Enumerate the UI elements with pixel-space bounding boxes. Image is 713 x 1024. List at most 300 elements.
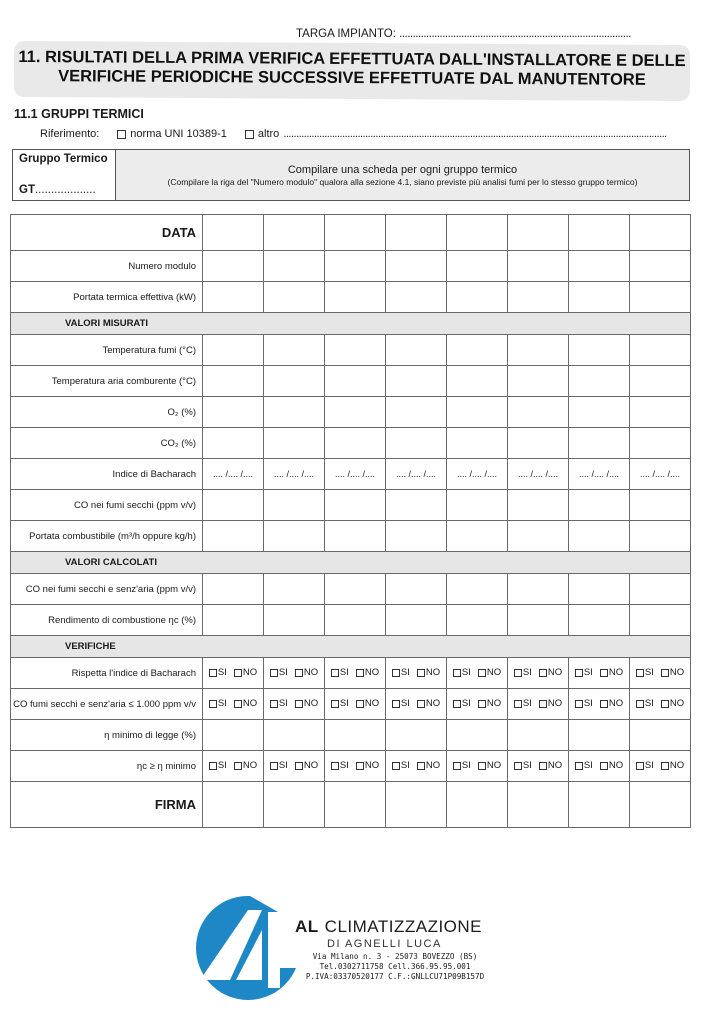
no-checkbox[interactable] xyxy=(417,669,425,677)
si-label: SI xyxy=(339,667,349,679)
entry-cell[interactable] xyxy=(264,428,325,459)
entry-cell[interactable] xyxy=(386,605,447,636)
entry-cell[interactable] xyxy=(203,605,264,636)
entry-cell[interactable] xyxy=(386,521,447,552)
no-label: NO xyxy=(425,667,441,679)
yes-no-cell[interactable] xyxy=(264,689,325,720)
verification-table xyxy=(10,214,691,828)
entry-cell[interactable] xyxy=(508,335,569,366)
entry-cell[interactable] xyxy=(630,335,691,366)
si-checkbox[interactable] xyxy=(514,669,522,677)
row-label: Indice di Bacharach xyxy=(11,459,203,490)
si-label: SI xyxy=(217,698,227,710)
no-checkbox[interactable] xyxy=(539,762,547,770)
entry-cell[interactable] xyxy=(569,782,630,828)
entry-cell[interactable] xyxy=(447,521,508,552)
si-label: SI xyxy=(278,698,288,710)
entry-cell[interactable] xyxy=(325,335,386,366)
entry-cell[interactable] xyxy=(569,282,630,313)
section-header: VALORI MISURATI xyxy=(11,313,691,335)
entry-cell[interactable] xyxy=(386,397,447,428)
company-name-bold: AL xyxy=(295,917,319,936)
si-label: SI xyxy=(644,667,654,679)
entry-cell[interactable] xyxy=(325,282,386,313)
no-checkbox[interactable] xyxy=(478,700,486,708)
gt-label: GT xyxy=(19,184,35,196)
no-label: NO xyxy=(608,760,624,772)
no-label: NO xyxy=(242,698,258,710)
si-checkbox[interactable] xyxy=(575,700,583,708)
gruppo-id-cell xyxy=(13,150,116,200)
si-label: SI xyxy=(461,698,471,710)
section-title: 11.1 GRUPPI TERMICI xyxy=(14,107,144,121)
row-label: η minimo di legge (%) xyxy=(11,720,203,751)
entry-cell[interactable] xyxy=(264,397,325,428)
entry-cell[interactable] xyxy=(569,490,630,521)
row-co-fumi xyxy=(11,490,691,521)
row-label: CO fumi secchi e senz'aria ≤ 1.000 ppm v/v xyxy=(11,689,203,720)
yes-no-cell[interactable] xyxy=(264,751,325,782)
row-portata-combustibile xyxy=(11,521,691,552)
entry-cell[interactable] xyxy=(630,605,691,636)
entry-cell[interactable] xyxy=(569,605,630,636)
entry-cell[interactable] xyxy=(447,782,508,828)
entry-cell[interactable] xyxy=(264,366,325,397)
entry-cell[interactable] xyxy=(508,366,569,397)
si-checkbox[interactable] xyxy=(392,669,400,677)
bacharach-cell[interactable]: .... /.... /.... xyxy=(386,459,447,490)
entry-cell[interactable] xyxy=(447,397,508,428)
no-checkbox[interactable] xyxy=(295,700,303,708)
no-label: NO xyxy=(425,698,441,710)
page-title xyxy=(14,41,690,101)
si-label: SI xyxy=(339,698,349,710)
gt-field[interactable] xyxy=(19,184,96,196)
bacharach-cell[interactable]: .... /.... /.... xyxy=(203,459,264,490)
no-checkbox[interactable] xyxy=(661,700,669,708)
row-co-senza-aria xyxy=(11,574,691,605)
no-checkbox[interactable] xyxy=(661,762,669,770)
row-rispetta-bacharach xyxy=(11,658,691,689)
no-label: NO xyxy=(486,760,502,772)
si-checkbox[interactable] xyxy=(331,700,339,708)
si-label: SI xyxy=(461,760,471,772)
entry-cell[interactable] xyxy=(386,574,447,605)
title-line-2: VERIFICHE PERIODICHE SUCCESSIVE EFFETTUATE DAL MANUTENTORE xyxy=(58,67,646,89)
si-checkbox[interactable] xyxy=(331,762,339,770)
yes-no-cell[interactable] xyxy=(203,658,264,689)
entry-cell[interactable] xyxy=(386,490,447,521)
si-checkbox[interactable] xyxy=(209,762,217,770)
entry-cell[interactable] xyxy=(447,251,508,282)
si-checkbox[interactable] xyxy=(392,762,400,770)
altro-field[interactable]: ...................................................................................................................................................... xyxy=(283,128,667,140)
si-checkbox[interactable] xyxy=(270,700,278,708)
si-label: SI xyxy=(644,760,654,772)
si-label: SI xyxy=(583,760,593,772)
company-address: Via Milano n. 3 - 25073 BOVEZZO (BS) xyxy=(312,952,478,961)
entry-cell[interactable] xyxy=(325,215,386,251)
yes-no-cell[interactable] xyxy=(630,658,691,689)
yes-no-cell[interactable] xyxy=(386,689,447,720)
bacharach-cell[interactable]: .... /.... /.... xyxy=(264,459,325,490)
entry-cell[interactable] xyxy=(508,782,569,828)
no-label: NO xyxy=(303,698,319,710)
si-checkbox[interactable] xyxy=(453,762,461,770)
entry-cell[interactable] xyxy=(386,782,447,828)
company-name xyxy=(295,917,515,937)
row-label: Portata termica effettiva (kW) xyxy=(11,282,203,313)
si-label: SI xyxy=(522,698,532,710)
entry-cell[interactable] xyxy=(203,335,264,366)
entry-cell[interactable] xyxy=(630,366,691,397)
entry-cell[interactable] xyxy=(325,720,386,751)
no-label: NO xyxy=(547,760,563,772)
yes-no-cell[interactable] xyxy=(325,689,386,720)
no-checkbox[interactable] xyxy=(234,762,242,770)
yes-no-cell[interactable] xyxy=(447,689,508,720)
row-numero-modulo xyxy=(11,251,691,282)
row-label: Rendimento di combustione ηc (%) xyxy=(11,605,203,636)
entry-cell[interactable] xyxy=(325,782,386,828)
no-checkbox[interactable] xyxy=(600,762,608,770)
row-label: DATA xyxy=(11,215,203,251)
instruction-main: Compilare una scheda per ogni gruppo termico xyxy=(287,164,518,176)
entry-cell[interactable] xyxy=(203,215,264,251)
si-checkbox[interactable] xyxy=(392,700,400,708)
bacharach-cell[interactable]: .... /.... /.... xyxy=(447,459,508,490)
no-label: NO xyxy=(486,698,502,710)
entry-cell[interactable] xyxy=(569,521,630,552)
entry-cell[interactable] xyxy=(264,335,325,366)
entry-cell[interactable] xyxy=(630,215,691,251)
no-checkbox[interactable] xyxy=(417,762,425,770)
entry-cell[interactable] xyxy=(569,215,630,251)
si-checkbox[interactable] xyxy=(575,762,583,770)
si-label: SI xyxy=(522,667,532,679)
no-label: NO xyxy=(242,667,258,679)
section-valori-misurati xyxy=(11,313,691,335)
entry-cell[interactable] xyxy=(569,251,630,282)
entry-cell[interactable] xyxy=(203,366,264,397)
no-label: NO xyxy=(242,760,258,772)
norma-checkbox[interactable] xyxy=(117,130,126,139)
row-label: ηc ≥ η minimo xyxy=(11,751,203,782)
no-label: NO xyxy=(547,698,563,710)
entry-cell[interactable] xyxy=(386,335,447,366)
yes-no-cell[interactable] xyxy=(630,751,691,782)
entry-cell[interactable] xyxy=(630,720,691,751)
si-checkbox[interactable] xyxy=(514,762,522,770)
entry-cell[interactable] xyxy=(569,720,630,751)
entry-cell[interactable] xyxy=(203,490,264,521)
row-eta-minimo xyxy=(11,720,691,751)
entry-cell[interactable] xyxy=(203,782,264,828)
company-tax: P.IVA:03370520177 C.F.:GNLLCU71P09B157D xyxy=(305,972,485,981)
no-label: NO xyxy=(608,698,624,710)
row-label: CO nei fumi secchi e senz'aria (ppm v/v) xyxy=(11,574,203,605)
yes-no-cell[interactable] xyxy=(508,689,569,720)
gruppo-label: Gruppo Termico xyxy=(19,153,108,165)
entry-cell[interactable] xyxy=(508,605,569,636)
bacharach-cell[interactable]: .... /.... /.... xyxy=(630,459,691,490)
entry-cell[interactable] xyxy=(630,397,691,428)
row-label: O₂ (%) xyxy=(11,397,203,428)
si-checkbox[interactable] xyxy=(636,700,644,708)
entry-cell[interactable] xyxy=(447,428,508,459)
entry-cell[interactable] xyxy=(325,574,386,605)
row-label: FIRMA xyxy=(11,782,203,828)
no-checkbox[interactable] xyxy=(234,700,242,708)
entry-cell[interactable] xyxy=(264,282,325,313)
entry-cell[interactable] xyxy=(447,720,508,751)
entry-cell[interactable] xyxy=(447,366,508,397)
entry-cell[interactable] xyxy=(569,366,630,397)
gruppo-termico-box xyxy=(12,149,690,201)
no-label: NO xyxy=(669,667,685,679)
section-header: VERIFICHE xyxy=(11,636,691,658)
entry-cell[interactable] xyxy=(264,720,325,751)
entry-cell[interactable] xyxy=(508,282,569,313)
si-checkbox[interactable] xyxy=(453,669,461,677)
si-checkbox[interactable] xyxy=(575,669,583,677)
row-co-limite xyxy=(11,689,691,720)
bacharach-cell[interactable]: .... /.... /.... xyxy=(325,459,386,490)
yes-no-cell[interactable] xyxy=(325,751,386,782)
entry-cell[interactable] xyxy=(325,366,386,397)
entry-cell[interactable] xyxy=(264,605,325,636)
company-logo-icon xyxy=(192,892,302,1002)
row-data xyxy=(11,215,691,251)
no-checkbox[interactable] xyxy=(478,669,486,677)
si-label: SI xyxy=(339,760,349,772)
no-label: NO xyxy=(547,667,563,679)
targa-field[interactable]: ...................................................................................... xyxy=(399,28,631,40)
entry-cell[interactable] xyxy=(447,282,508,313)
no-checkbox[interactable] xyxy=(661,669,669,677)
altro-label: altro xyxy=(257,128,280,140)
row-label: CO₂ (%) xyxy=(11,428,203,459)
yes-no-cell[interactable] xyxy=(569,689,630,720)
entry-cell[interactable] xyxy=(203,397,264,428)
si-label: SI xyxy=(217,667,227,679)
no-checkbox[interactable] xyxy=(539,700,547,708)
yes-no-cell[interactable] xyxy=(447,658,508,689)
no-checkbox[interactable] xyxy=(356,669,364,677)
no-label: NO xyxy=(364,698,380,710)
no-label: NO xyxy=(364,667,380,679)
entry-cell[interactable] xyxy=(508,397,569,428)
no-checkbox[interactable] xyxy=(234,669,242,677)
gt-dots[interactable]: ................... xyxy=(34,184,96,196)
no-label: NO xyxy=(303,667,319,679)
entry-cell[interactable] xyxy=(447,605,508,636)
si-label: SI xyxy=(400,760,410,772)
no-checkbox[interactable] xyxy=(478,762,486,770)
yes-no-cell[interactable] xyxy=(447,751,508,782)
si-label: SI xyxy=(522,760,532,772)
row-bacharach xyxy=(11,459,691,490)
no-label: NO xyxy=(486,667,502,679)
entry-cell[interactable] xyxy=(386,720,447,751)
row-portata-termica xyxy=(11,282,691,313)
altro-checkbox[interactable] xyxy=(245,130,254,139)
no-checkbox[interactable] xyxy=(295,669,303,677)
entry-cell[interactable] xyxy=(630,282,691,313)
row-label: Temperatura aria comburente (°C) xyxy=(11,366,203,397)
row-label: Temperatura fumi (°C) xyxy=(11,335,203,366)
entry-cell[interactable] xyxy=(630,782,691,828)
entry-cell[interactable] xyxy=(264,521,325,552)
entry-cell[interactable] xyxy=(264,490,325,521)
si-label: SI xyxy=(278,760,288,772)
targa-label: TARGA IMPIANTO: xyxy=(296,28,396,40)
si-label: SI xyxy=(217,760,227,772)
entry-cell[interactable] xyxy=(630,428,691,459)
no-label: NO xyxy=(425,760,441,772)
entry-cell[interactable] xyxy=(386,251,447,282)
si-label: SI xyxy=(461,667,471,679)
no-checkbox[interactable] xyxy=(417,700,425,708)
si-checkbox[interactable] xyxy=(209,669,217,677)
entry-cell[interactable] xyxy=(203,574,264,605)
entry-cell[interactable] xyxy=(508,574,569,605)
entry-cell[interactable] xyxy=(386,282,447,313)
entry-cell[interactable] xyxy=(569,335,630,366)
entry-cell[interactable] xyxy=(325,490,386,521)
row-temperatura-fumi xyxy=(11,335,691,366)
yes-no-cell[interactable] xyxy=(386,751,447,782)
no-checkbox[interactable] xyxy=(295,762,303,770)
row-firma xyxy=(11,782,691,828)
entry-cell[interactable] xyxy=(325,605,386,636)
entry-cell[interactable] xyxy=(203,428,264,459)
yes-no-cell[interactable] xyxy=(508,658,569,689)
si-checkbox[interactable] xyxy=(270,669,278,677)
entry-cell[interactable] xyxy=(508,215,569,251)
entry-cell[interactable] xyxy=(569,397,630,428)
riferimento-row xyxy=(40,128,667,140)
entry-cell[interactable] xyxy=(569,428,630,459)
no-label: NO xyxy=(669,760,685,772)
si-label: SI xyxy=(644,698,654,710)
bacharach-cell[interactable]: .... /.... /.... xyxy=(569,459,630,490)
entry-cell[interactable] xyxy=(630,521,691,552)
company-owner: DI AGNELLI LUCA xyxy=(327,938,442,950)
entry-cell[interactable] xyxy=(508,428,569,459)
entry-cell[interactable] xyxy=(447,574,508,605)
no-checkbox[interactable] xyxy=(356,762,364,770)
entry-cell[interactable] xyxy=(447,215,508,251)
entry-cell[interactable] xyxy=(630,251,691,282)
entry-cell[interactable] xyxy=(264,782,325,828)
entry-cell[interactable] xyxy=(386,215,447,251)
yes-no-cell[interactable] xyxy=(325,658,386,689)
yes-no-cell[interactable] xyxy=(264,658,325,689)
row-temperatura-aria xyxy=(11,366,691,397)
entry-cell[interactable] xyxy=(447,335,508,366)
entry-cell[interactable] xyxy=(325,428,386,459)
no-label: NO xyxy=(669,698,685,710)
entry-cell[interactable] xyxy=(264,574,325,605)
section-verifiche xyxy=(11,636,691,658)
no-checkbox[interactable] xyxy=(600,669,608,677)
entry-cell[interactable] xyxy=(630,574,691,605)
entry-cell[interactable] xyxy=(203,251,264,282)
si-checkbox[interactable] xyxy=(453,700,461,708)
title-line-1: 11. RISULTATI DELLA PRIMA VERIFICA EFFETTUATA DALL'INSTALLATORE E DELLE xyxy=(18,47,686,71)
si-label: SI xyxy=(400,667,410,679)
row-co2 xyxy=(11,428,691,459)
company-contacts xyxy=(295,952,495,982)
entry-cell[interactable] xyxy=(264,251,325,282)
bacharach-cell[interactable]: .... /.... /.... xyxy=(508,459,569,490)
si-checkbox[interactable] xyxy=(514,700,522,708)
row-label: Portata combustibile (m³/h oppure kg/h) xyxy=(11,521,203,552)
si-checkbox[interactable] xyxy=(331,669,339,677)
entry-cell[interactable] xyxy=(508,521,569,552)
entry-cell[interactable] xyxy=(508,251,569,282)
row-label: Numero modulo xyxy=(11,251,203,282)
no-checkbox[interactable] xyxy=(600,700,608,708)
entry-cell[interactable] xyxy=(203,282,264,313)
si-checkbox[interactable] xyxy=(270,762,278,770)
yes-no-cell[interactable] xyxy=(569,658,630,689)
yes-no-cell[interactable] xyxy=(203,689,264,720)
entry-cell[interactable] xyxy=(508,720,569,751)
row-o2 xyxy=(11,397,691,428)
entry-cell[interactable] xyxy=(264,215,325,251)
entry-cell[interactable] xyxy=(569,574,630,605)
entry-cell[interactable] xyxy=(203,521,264,552)
row-rendimento xyxy=(11,605,691,636)
si-label: SI xyxy=(278,667,288,679)
si-checkbox[interactable] xyxy=(209,700,217,708)
entry-cell[interactable] xyxy=(630,490,691,521)
section-header: VALORI CALCOLATI xyxy=(11,552,691,574)
entry-cell[interactable] xyxy=(447,490,508,521)
yes-no-cell[interactable] xyxy=(508,751,569,782)
yes-no-cell[interactable] xyxy=(386,658,447,689)
yes-no-cell[interactable] xyxy=(630,689,691,720)
si-checkbox[interactable] xyxy=(636,762,644,770)
entry-cell[interactable] xyxy=(325,397,386,428)
si-checkbox[interactable] xyxy=(636,669,644,677)
entry-cell[interactable] xyxy=(386,366,447,397)
company-name-rest: CLIMATIZZAZIONE xyxy=(324,917,483,936)
targa-impianto xyxy=(296,28,631,40)
row-label: Rispetta l'indice di Bacharach xyxy=(11,658,203,689)
entry-cell[interactable] xyxy=(325,251,386,282)
no-label: NO xyxy=(303,760,319,772)
company-phones: Tel.0302711758 Cell.366.95.95.001 xyxy=(319,962,471,971)
row-label: CO nei fumi secchi (ppm v/v) xyxy=(11,490,203,521)
no-label: NO xyxy=(364,760,380,772)
entry-cell[interactable] xyxy=(386,428,447,459)
si-label: SI xyxy=(400,698,410,710)
yes-no-cell[interactable] xyxy=(203,751,264,782)
si-label: SI xyxy=(583,667,593,679)
yes-no-cell[interactable] xyxy=(569,751,630,782)
no-checkbox[interactable] xyxy=(539,669,547,677)
company-info xyxy=(295,917,515,982)
no-checkbox[interactable] xyxy=(356,700,364,708)
entry-cell[interactable] xyxy=(508,490,569,521)
gruppo-instructions xyxy=(116,150,689,200)
entry-cell[interactable] xyxy=(325,521,386,552)
section-valori-calcolati xyxy=(11,552,691,574)
entry-cell[interactable] xyxy=(203,720,264,751)
